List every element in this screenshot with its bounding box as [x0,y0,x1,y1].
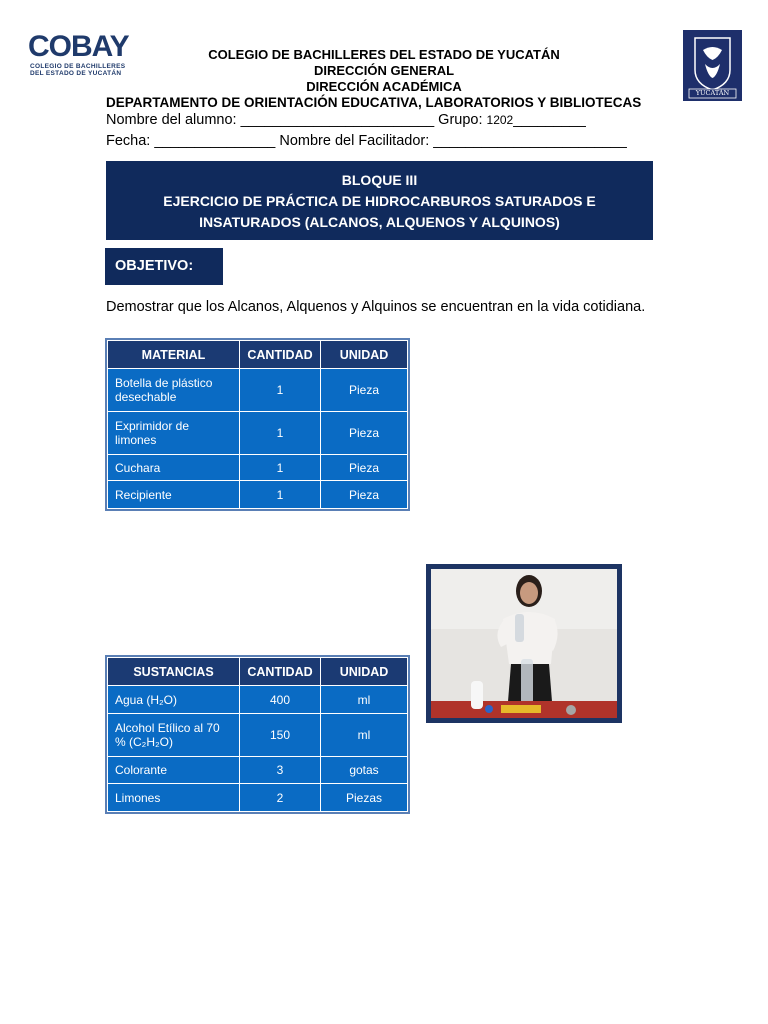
photo-content [431,569,617,718]
seal-label: YUCATÁN [695,89,730,97]
table-cell: 3 [240,757,321,784]
banner-line-2: EJERCICIO DE PRÁCTICA DE HIDROCARBUROS SATURADOS E [163,193,596,209]
grupo-blank: _________ [513,112,586,128]
alumno-label: Nombre del alumno: ________________________ Grupo: [106,112,487,128]
table-cell: Cuchara [108,455,240,481]
experiment-photo [426,564,622,723]
table-cell: ml [321,686,408,714]
table-row [108,686,408,714]
column-header: MATERIAL [108,341,240,369]
table-cell: Pieza [321,412,408,455]
banner-line-1: BLOQUE III [341,172,418,188]
table-row [108,714,408,757]
table-cell: Botella de plástico desechable [108,369,240,412]
table-row [108,369,408,412]
table-cell: Pieza [321,481,408,509]
person-photo-icon [431,569,617,718]
objetivo-heading: OBJETIVO: [105,248,223,285]
table-cell: Recipiente [108,481,240,509]
fecha-line: Fecha: _______________ Nombre del Facilitador: ________________________ [106,133,627,149]
table-row [108,412,408,455]
table-cell: 1 [240,412,321,455]
table-cell: 400 [240,686,321,714]
table-cell: Alcohol Etílico al 70 % (C₂H₂O) [108,714,240,757]
banner-line-3: INSATURADOS (ALCANOS, ALQUENOS Y ALQUINOS) [199,214,560,230]
header-line-3: DIRECCIÓN ACADÉMICA [306,79,462,94]
header-line-2: DIRECCIÓN GENERAL [313,63,455,78]
header-line-4: DEPARTAMENTO DE ORIENTACIÓN EDUCATIVA, LABORATORIOS Y BIBLIOTECAS [106,95,642,110]
alumno-line [106,112,586,129]
table-cell: 1 [240,369,321,412]
substances-table [107,657,408,812]
table-cell: Limones [108,784,240,812]
logo-sub-2: DEL ESTADO DE YUCATÁN [30,70,122,77]
bloque-banner [106,161,653,240]
column-header: CANTIDAD [240,341,321,369]
table-header-row [108,341,408,369]
table-cell: 2 [240,784,321,812]
table-row [108,784,408,812]
objetivo-text: Demostrar que los Alcanos, Alquenos y Alquinos se encuentran en la vida cotidiana. [106,299,646,315]
table-cell: Exprimidor de limones [108,412,240,455]
yucatan-seal [683,30,742,101]
table-row [108,481,408,509]
logo-text: COBAY [28,30,129,63]
column-header: UNIDAD [321,341,408,369]
table-cell: 1 [240,481,321,509]
table-row [108,757,408,784]
table-header-row [108,658,408,686]
table-cell: Agua (H₂O) [108,686,240,714]
table-cell: 150 [240,714,321,757]
table-cell: Colorante [108,757,240,784]
materials-table [107,340,408,509]
column-header: CANTIDAD [240,658,321,686]
table-cell: 1 [240,455,321,481]
table-cell: Pieza [321,455,408,481]
table-cell: Pieza [321,369,408,412]
logo-sub-1: COLEGIO DE BACHILLERES [30,63,126,70]
column-header: SUSTANCIAS [108,658,240,686]
header-line-1: COLEGIO DE BACHILLERES DEL ESTADO DE YUCATÁN [208,47,560,62]
grupo-value: 1202 [486,113,514,127]
table-cell: gotas [321,757,408,784]
table-row [108,455,408,481]
table-cell: Piezas [321,784,408,812]
column-header: UNIDAD [321,658,408,686]
table-cell: ml [321,714,408,757]
